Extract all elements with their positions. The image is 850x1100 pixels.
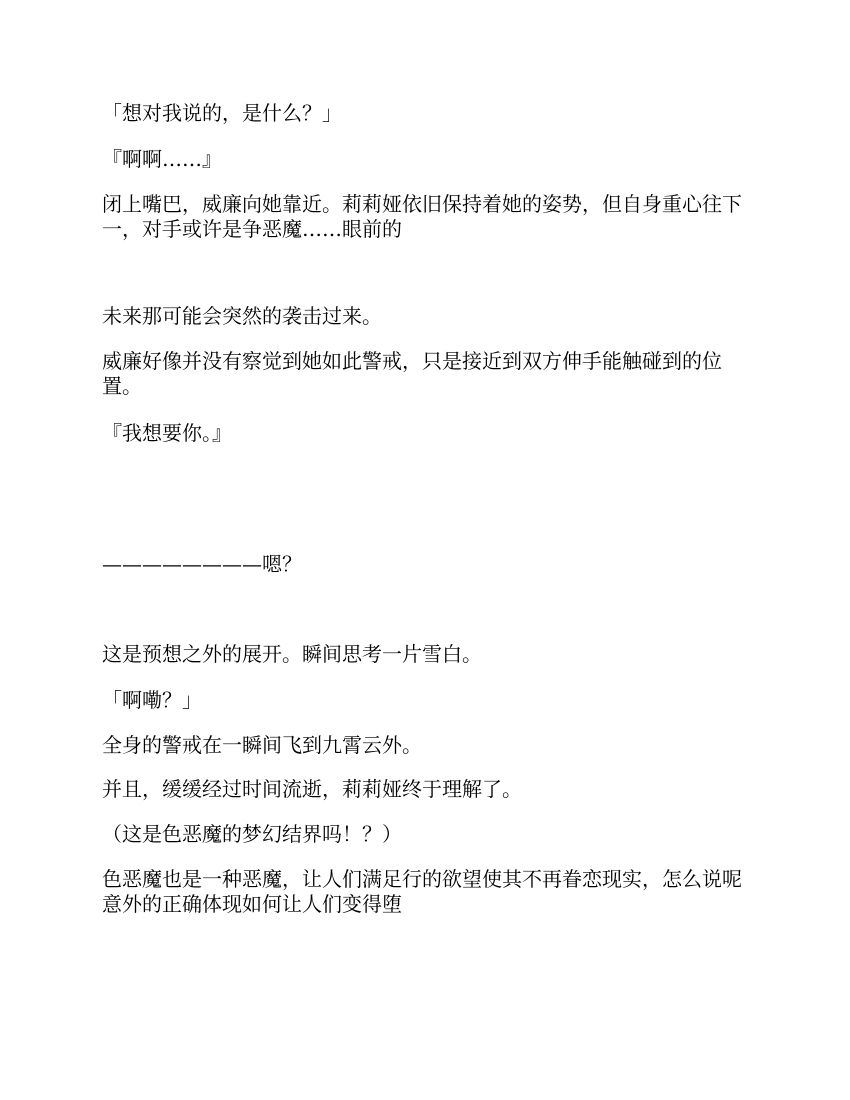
paragraph-9: 「啊嘞？」 <box>102 688 202 712</box>
paragraph-13: 色恶魔也是一种恶魔，让人们满足行的欲望使其不再眷恋现实，怎么说呢意外的正确体现如何让人们变得堕 <box>102 867 742 916</box>
paragraph-1: 「想对我说的，是什么？」 <box>102 101 342 125</box>
paragraph-11: 并且，缓缓经过时间流逝，莉莉娅终于理解了。 <box>102 777 522 801</box>
paragraph-12: （这是色恶魔的梦幻结界吗！？） <box>102 822 402 846</box>
paragraph-4: 未来那可能会突然的袭击过来。 <box>102 304 382 328</box>
paragraph-10: 全身的警戒在一瞬间飞到九霄云外。 <box>102 733 422 757</box>
paragraph-6: 『我想要你。』 <box>102 421 232 445</box>
paragraph-5: 威廉好像并没有察觉到她如此警戒，只是接近到双方伸手能触碰到的位置。 <box>102 349 722 398</box>
paragraph-7: ————————嗯？ <box>102 552 302 576</box>
paragraph-3: 闭上嘴巴，威廉向她靠近。莉莉娅依旧保持着她的姿势，但自身重心往下一，对手或许是争恶魔……眼前的 <box>102 192 742 241</box>
paragraph-2: 『啊啊……』 <box>102 147 222 171</box>
paragraph-8: 这是预想之外的展开。瞬间思考一片雪白。 <box>102 642 482 666</box>
